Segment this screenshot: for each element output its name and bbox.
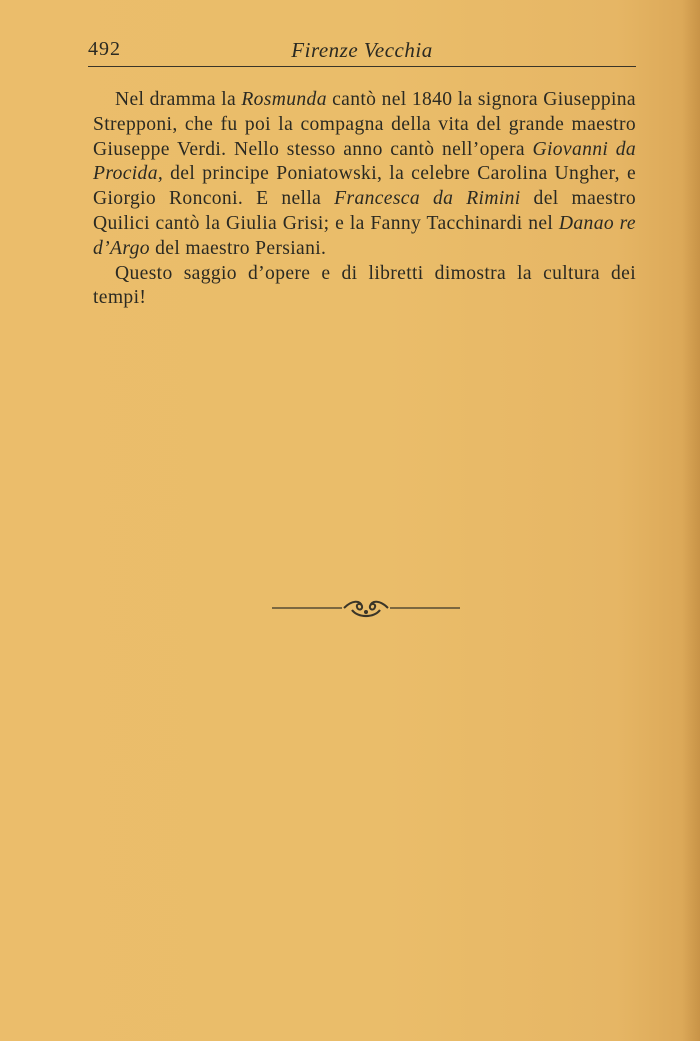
text-run: del maestro Persiani. <box>149 237 327 259</box>
page-edge-shadow <box>682 0 700 1041</box>
opera-title-francesca-da-rimini: Francesca da Rimini <box>334 188 521 210</box>
running-head <box>88 38 636 67</box>
text-run: del principe Poniatowski, la celebre Carolina Ungher, e Giorgio Ronconi. E nella <box>93 163 636 210</box>
opera-title-giovanni-da-procida: Giovanni da Procida, <box>93 138 637 185</box>
paragraph-2: Questo saggio d’opere e di libretti dimostra la cultura dei tempi! <box>93 262 636 309</box>
running-title: Firenze Vecchia <box>291 38 433 62</box>
opera-title-rosmunda: Rosmunda <box>241 89 327 110</box>
text-run: del maestro Quilici cantò la Giulia Grisi; e la Fanny Tacchinardi nel <box>93 188 636 234</box>
tailpiece-ornament-icon <box>272 596 460 622</box>
opera-title-danao-re-d-argo: Danao re d’Argo <box>93 212 636 259</box>
text-run: cantò nel 1840 la signora Giuseppina Strepponi, che fu poi la compagna della vita del grande maestro Giuseppe Verdi. Nello stesso anno cantò nell’opera <box>93 89 636 160</box>
page-number: 492 <box>88 38 121 60</box>
tailpiece-ornament <box>272 596 460 622</box>
body-text <box>93 88 636 311</box>
text-run: Nel dramma la <box>115 89 242 110</box>
paragraph-1 <box>93 88 636 262</box>
